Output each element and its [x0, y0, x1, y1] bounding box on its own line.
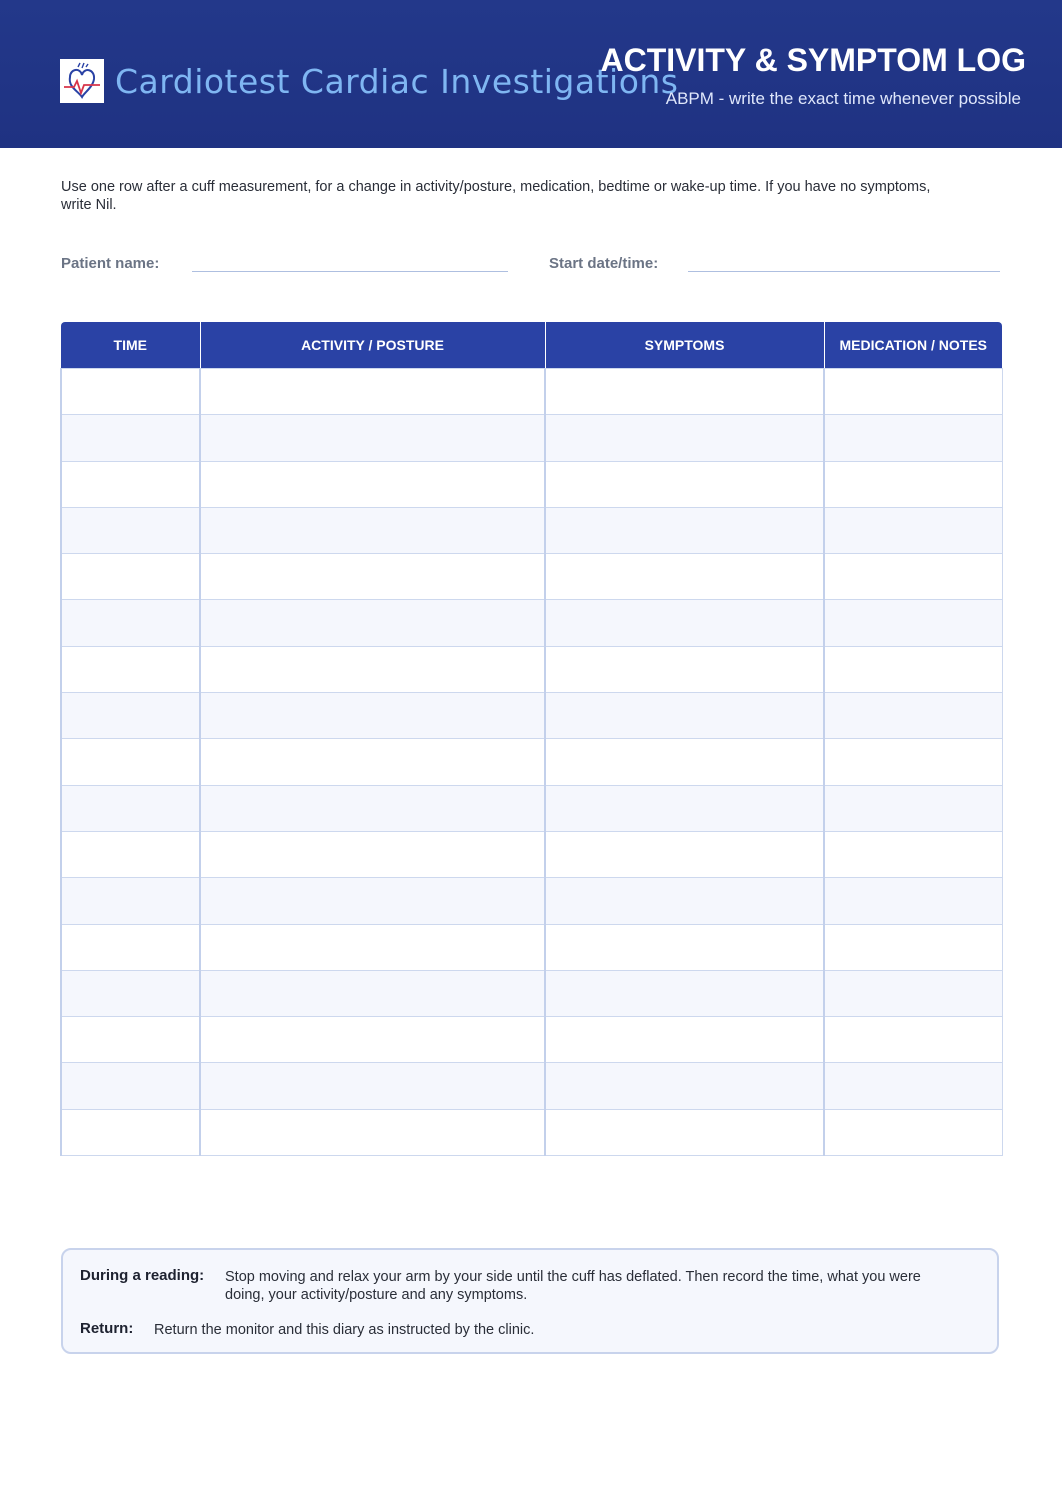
activity-cell[interactable]: [200, 1109, 545, 1155]
table-row: [61, 461, 1002, 507]
activity-cell[interactable]: [200, 878, 545, 924]
activity-cell[interactable]: [200, 970, 545, 1016]
column-header-time: TIME: [61, 322, 200, 369]
activity-cell[interactable]: [200, 554, 545, 600]
document-title: ACTIVITY & SYMPTOM LOG: [600, 42, 1026, 78]
symptoms-cell[interactable]: [545, 1109, 824, 1155]
table-row: [61, 785, 1002, 831]
activity-cell[interactable]: [200, 785, 545, 831]
time-cell[interactable]: [61, 646, 200, 692]
symptoms-cell[interactable]: [545, 507, 824, 553]
header-band: [0, 0, 1062, 148]
time-cell[interactable]: [61, 1063, 200, 1109]
symptoms-cell[interactable]: [545, 878, 824, 924]
activity-cell[interactable]: [200, 646, 545, 692]
table-row: [61, 369, 1002, 415]
return-label: Return:: [80, 1320, 134, 1337]
time-cell[interactable]: [61, 554, 200, 600]
activity-cell[interactable]: [200, 461, 545, 507]
time-cell[interactable]: [61, 693, 200, 739]
return-text: Return the monitor and this diary as instructed by the clinic.: [154, 1322, 535, 1338]
brand-name: Cardiotest Cardiac Investigations: [115, 62, 679, 101]
symptoms-cell[interactable]: [545, 785, 824, 831]
symptoms-cell[interactable]: [545, 600, 824, 646]
time-cell[interactable]: [61, 415, 200, 461]
table-row: [61, 878, 1002, 924]
patient-name-field[interactable]: [192, 271, 508, 272]
activity-cell[interactable]: [200, 693, 545, 739]
symptoms-cell[interactable]: [545, 693, 824, 739]
notes-cell[interactable]: [824, 600, 1002, 646]
table-row: [61, 1017, 1002, 1063]
notes-cell[interactable]: [824, 693, 1002, 739]
notes-cell[interactable]: [824, 369, 1002, 415]
time-cell[interactable]: [61, 507, 200, 553]
table-row: [61, 693, 1002, 739]
table-row: [61, 1109, 1002, 1155]
notes-cell[interactable]: [824, 461, 1002, 507]
start-datetime-field[interactable]: [688, 271, 1000, 272]
table-row: [61, 600, 1002, 646]
activity-cell[interactable]: [200, 507, 545, 553]
notes-cell[interactable]: [824, 1017, 1002, 1063]
table-row: [61, 1063, 1002, 1109]
column-header-notes: MEDICATION / NOTES: [824, 322, 1002, 369]
document-subtitle: ABPM - write the exact time whenever possible: [665, 89, 1021, 108]
table-row: [61, 831, 1002, 877]
symptoms-cell[interactable]: [545, 1063, 824, 1109]
time-cell[interactable]: [61, 785, 200, 831]
time-cell[interactable]: [61, 970, 200, 1016]
notes-cell[interactable]: [824, 739, 1002, 785]
table-header-row: [61, 322, 1002, 369]
time-cell[interactable]: [61, 878, 200, 924]
notes-cell[interactable]: [824, 507, 1002, 553]
time-cell[interactable]: [61, 369, 200, 415]
symptoms-cell[interactable]: [545, 646, 824, 692]
activity-cell[interactable]: [200, 369, 545, 415]
log-table: [60, 322, 1003, 1156]
table-body: [61, 369, 1002, 1156]
symptoms-cell[interactable]: [545, 369, 824, 415]
heart-logo-icon: [60, 59, 104, 103]
notes-cell[interactable]: [824, 646, 1002, 692]
table-row: [61, 970, 1002, 1016]
table-row: [61, 739, 1002, 785]
activity-cell[interactable]: [200, 924, 545, 970]
activity-cell[interactable]: [200, 1017, 545, 1063]
time-cell[interactable]: [61, 1109, 200, 1155]
time-cell[interactable]: [61, 924, 200, 970]
notes-cell[interactable]: [824, 554, 1002, 600]
table-row: [61, 646, 1002, 692]
time-cell[interactable]: [61, 461, 200, 507]
notes-cell[interactable]: [824, 415, 1002, 461]
symptoms-cell[interactable]: [545, 831, 824, 877]
symptoms-cell[interactable]: [545, 739, 824, 785]
notes-cell[interactable]: [824, 831, 1002, 877]
column-header-symptoms: SYMPTOMS: [545, 322, 824, 369]
column-header-activity: ACTIVITY / POSTURE: [200, 322, 545, 369]
activity-cell[interactable]: [200, 415, 545, 461]
activity-cell[interactable]: [200, 739, 545, 785]
activity-cell[interactable]: [200, 600, 545, 646]
notes-cell[interactable]: [824, 970, 1002, 1016]
symptoms-cell[interactable]: [545, 1017, 824, 1063]
reading-label: During a reading:: [80, 1267, 205, 1284]
notes-cell[interactable]: [824, 878, 1002, 924]
symptoms-cell[interactable]: [545, 970, 824, 1016]
notes-box: [61, 1248, 999, 1354]
symptoms-cell[interactable]: [545, 415, 824, 461]
symptoms-cell[interactable]: [545, 554, 824, 600]
patient-name-label: Patient name:: [61, 255, 160, 272]
table-row: [61, 924, 1002, 970]
time-cell[interactable]: [61, 831, 200, 877]
instructions-text: Use one row after a cuff measurement, for a change in activity/posture, medication, bedtime or wake-up time. If you have no symptoms, write Nil.: [61, 179, 931, 213]
table-row: [61, 554, 1002, 600]
table-row: [61, 507, 1002, 553]
notes-cell[interactable]: [824, 785, 1002, 831]
notes-cell[interactable]: [824, 1109, 1002, 1155]
activity-cell[interactable]: [200, 831, 545, 877]
activity-cell[interactable]: [200, 1063, 545, 1109]
symptoms-cell[interactable]: [545, 461, 824, 507]
start-datetime-label: Start date/time:: [549, 255, 659, 272]
time-cell[interactable]: [61, 600, 200, 646]
notes-cell[interactable]: [824, 924, 1002, 970]
reading-text: Stop moving and relax your arm by your side until the cuff has deflated. Then record the time, what you were doing, your activity/posture and any symptoms.: [225, 1269, 921, 1303]
time-cell[interactable]: [61, 1017, 200, 1063]
table-row: [61, 415, 1002, 461]
time-cell[interactable]: [61, 739, 200, 785]
symptoms-cell[interactable]: [545, 924, 824, 970]
notes-cell[interactable]: [824, 1063, 1002, 1109]
